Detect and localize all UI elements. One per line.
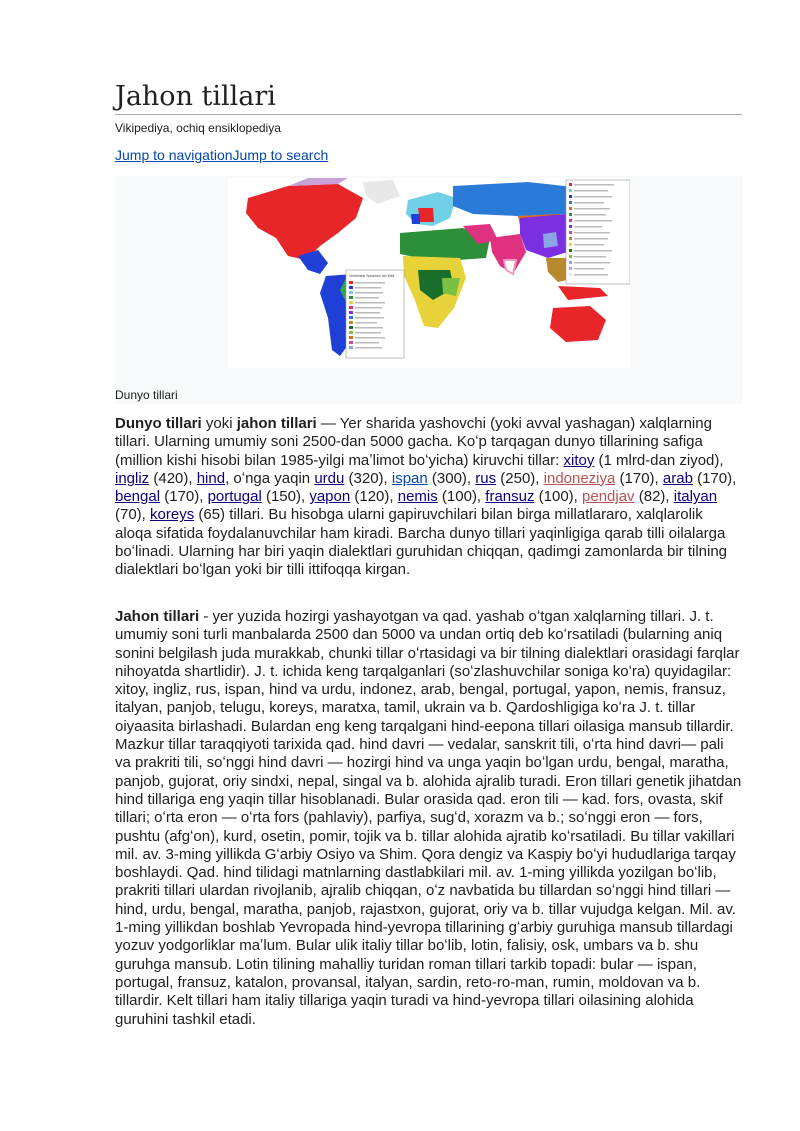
term-jahon-tillari: jahon tillari <box>236 415 317 432</box>
title-divider <box>115 114 742 115</box>
text: (120), <box>350 488 398 506</box>
text: (250), <box>496 469 544 487</box>
link-indoneziya[interactable]: indoneziya <box>543 469 616 487</box>
jump-to-navigation-link[interactable]: Jump to navigation <box>115 147 233 163</box>
text: — Yer sharida yashovchi (yoki avval yashagan) xalqlarning tillari. Ularning umumiy soni 2500-dan 5000 gacha. Koʻp tarqagan dunyo tillarining safiga (million kishi hisobi bilan 1985-yilgi maʼlimot boʻyicha) kiruvchi tillar: <box>115 415 712 469</box>
link-hind[interactable]: hind <box>196 469 226 487</box>
link-koreys[interactable]: koreys <box>150 506 195 524</box>
link-pendjav[interactable]: pendjav <box>582 488 635 506</box>
text: (170), <box>160 488 208 506</box>
page-title: Jahon tillari <box>115 81 276 112</box>
text: (170), <box>692 469 737 487</box>
figure-caption: Dunyo tillari <box>115 388 178 402</box>
text: (100), <box>534 488 583 506</box>
text: (82), <box>634 488 674 506</box>
legend-title: Verbreitete Sprachen der Welt <box>349 274 395 278</box>
text: (300), <box>427 469 476 487</box>
link-rus[interactable]: rus <box>475 469 497 487</box>
text: - yer yuzida hozirgi yashayotgan va qad. yashab oʻtgan xalqlarning tillari. J. t. umumiy soni turli manbalarda 2500 dan 5000 va undan ortiq deb koʻrsatiladi (bularning aniq sonini belgilash juda murakkab, chunki tillar oʻrtasidagi va bir tilning dialektlari orasidagi farqlar nihoyatda shartlidir). J. t. ichida keng tarqalganlari (soʻzlashuvchilar soniga koʻra) quyidagilar: xitoy, ingliz, rus, ispan, hind va urdu, indonez, arab, bengal, portugal, yapon, nemis, fransuz, italyan, panjob, telugu, koreys, maratxa, tamil, ukrain va b. Qardoshligiga koʻra J. t. tillar oiyaasita birlashadi. Bulardan eng keng tarqalgani hind-eepona tillari oilasiga mansub tillardir. Mazkur tillar taraqqiyoti tarixida qad. hind davri — vedalar, sanskrit tili, oʻrta hind davri— pali va prakriti tili, soʻnggi hind davri — hozirgi hind va unga yaqin boʻlgan urdu, bengal, maratha, panjob, gujorat, oriy sindxi, nepal, singal va b. alohida ajralib turadi. Eron tillari genetik jihatdan hind tillariga eng yaqin tillar hisoblanadi. Bular orasida qad. eron tili — kad. fors, ovasta, skif tillari; oʻrta eron — oʻrta fors (pahlaviy), parfiya, sugʻd, xorazm va b.; soʻnggi eron — fors, pushtu (afgʻon), kurd, osetin, pomir, tojik va b. tillar alohida ajratib koʻrsatiladi. Bu tillar vakillari mil. av. 3-ming yillikda Gʻarbiy Osiyo va Shim. Qora dengiz va Kaspiy boʻyi hududlariga tarqay boshlaydi. Qad. hind tilidagi matnlarning dastlabkilari mil. av. 1-ming yillikda yozilgan boʻlib, prakriti tillari ulardan rivojlanib, ajralib chiqqan, oʻz navbatida bu tillardan soʻnggi hind tillari — hind, urdu, bengal, maratha, panjob, rajastxon, gujorat, oriy va b. tillar vujudga kelgan. Mil. av. 1-ming yillikdan boshlab Yevropada hind-yevropa tillarining gʻarbiy guruhiga mansub tillardagi yozuv yodgorliklar maʼlum. Bular ulik italiy tillar boʻlib, lotin, falisiy, osk, umbars va b. shu guruhga mansub. Lotin tilining mahalliy turidan roman tillari tarkib topadi: bular — ispan, portugal, fransuz, katalon, provansal, italyan, sardin, reto-ro-man, rumin, moldovan va b. tillardir. Kelt tillari ham italiy tillariga yaqin turadi va hind-yevropa tillari oilasining alohida guruhini tashkil etadi. <box>115 608 742 1028</box>
text: yoki <box>201 415 237 432</box>
text: , oʻnga yaqin <box>225 469 315 487</box>
text: (320), <box>344 469 392 487</box>
jump-to-search-link[interactable]: Jump to search <box>232 147 329 163</box>
intro-paragraph <box>115 415 742 580</box>
text: (170), <box>615 469 663 487</box>
link-ingliz[interactable]: ingliz <box>115 469 150 487</box>
world-languages-map[interactable] <box>228 178 630 368</box>
link-xitoy[interactable]: xitoy <box>563 451 595 469</box>
link-yapon[interactable]: yapon <box>309 488 351 506</box>
text: (1 mlrd-dan ziyod), <box>594 451 724 469</box>
site-tagline: Vikipediya, ochiq ensiklopediya <box>115 121 281 135</box>
link-portugal[interactable]: portugal <box>207 488 262 506</box>
link-bengal[interactable]: bengal <box>115 488 161 506</box>
text: (100), <box>437 488 486 506</box>
term-dunyo-tillari: Dunyo tillari <box>115 415 202 432</box>
link-fransuz[interactable]: fransuz <box>485 488 535 506</box>
text: (150), <box>261 488 310 506</box>
link-arab[interactable]: arab <box>662 469 693 487</box>
map-figure <box>115 176 742 404</box>
link-italyan[interactable]: italyan <box>673 488 718 506</box>
body-paragraph <box>115 608 742 1029</box>
link-ispan[interactable]: ispan <box>391 469 428 487</box>
text: (70), <box>115 506 151 524</box>
term-jahon-tillari-2: Jahon tillari <box>115 608 200 625</box>
link-urdu[interactable]: urdu <box>314 469 345 487</box>
link-nemis[interactable]: nemis <box>397 488 438 506</box>
text: (65) tillari. Bu hisobga ularni gapiruvchilari bilan birga millatlararo, xalqlarolik aloqa sifatida foydalanuvchilar ham kiradi. Barcha dunyo tillari yaqinligiga qarab tilli oilalarga boʻlinadi. Ularning har biri yaqin dialektlari guruhidan chiqqan, qadimgi zamonlarda bir tilning dialektlari boʻlgan yoki bir tilli ittifoqqa kirgan. <box>115 506 728 579</box>
text: (420), <box>149 469 197 487</box>
jump-links <box>115 147 328 163</box>
